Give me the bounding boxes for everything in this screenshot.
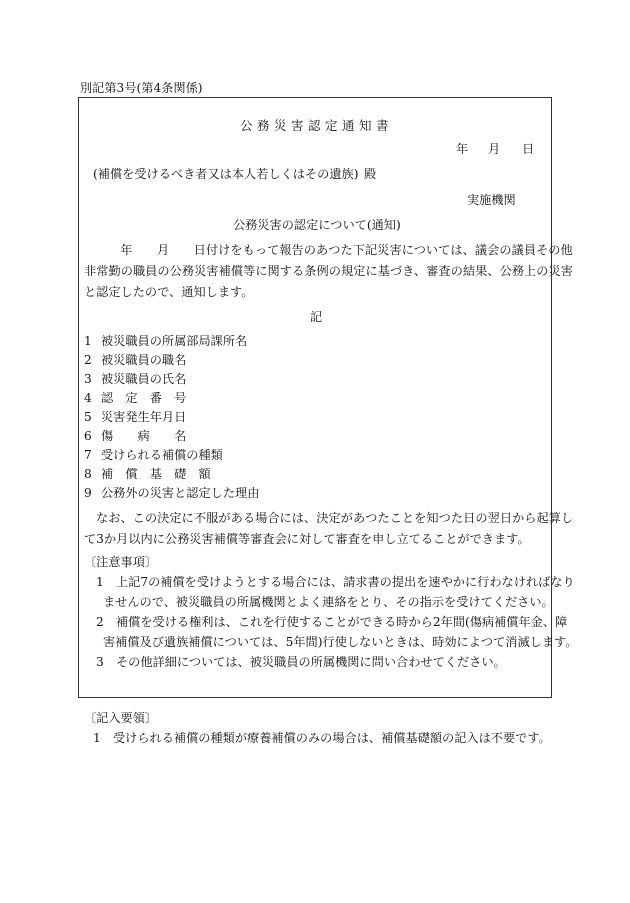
- item-number: 8: [84, 467, 92, 481]
- body-line: と認定したので、通知します。: [84, 285, 254, 299]
- item-label: 受けられる補償の種類: [101, 448, 223, 462]
- item-label: 補 償 基 礎 額: [101, 467, 211, 481]
- item-label: 被災職員の所属部局課所名: [101, 334, 248, 348]
- body-line: 年 月 日付けをもって報告のあつた下記災害については、議会の議員その他: [108, 243, 573, 257]
- item-label: 傷 病 名: [101, 429, 187, 443]
- date-month: 月: [488, 142, 501, 156]
- item-number: 1: [84, 334, 92, 348]
- document-title: 公務災害認定通知書: [240, 118, 394, 133]
- date-day: 日: [522, 142, 535, 156]
- issuer: 実施機関: [467, 193, 516, 207]
- item-label: 被災職員の職名: [101, 353, 187, 367]
- note-line: 害補償及び遺族補償については、5年間)行使しないときは、時効によつて消滅します。: [103, 635, 578, 649]
- instructions-heading: 〔記入要領〕: [84, 711, 158, 725]
- item-label: 公務外の災害と認定した理由: [101, 486, 260, 500]
- item-number: 7: [84, 448, 92, 462]
- form-reference: 別記第3号(第4条関係): [80, 81, 203, 95]
- ki-heading: 記: [310, 310, 323, 324]
- addressee-suffix: 殿: [364, 167, 377, 181]
- note-line: 2 補償を受ける権利は、これを行使することができる時から2年間(傷病補償年金、障: [96, 615, 568, 629]
- date-year: 年: [456, 142, 469, 156]
- item-label: 災害発生年月日: [101, 410, 187, 424]
- note-line: ませんので、被災職員の所属機関とよく連絡をとり、その指示を受けてください。: [103, 595, 554, 609]
- item-number: 6: [84, 429, 92, 443]
- item-number: 3: [84, 372, 92, 386]
- item-number: 2: [84, 353, 92, 367]
- item-number: 4: [84, 391, 92, 405]
- body-line: 非常勤の職員の公務災害補償等に関する条例の規定に基づき、審査の結果、公務上の災害: [84, 264, 574, 278]
- item-number: 9: [84, 486, 92, 500]
- item-label: 認 定 番 号: [101, 391, 187, 405]
- addressee: (補償を受けるべき者又は本人若しくはその遺族): [93, 167, 359, 181]
- instruction-line: 1 受けられる補償の種類が療養補償のみの場合は、補償基礎額の記入は不要です。: [93, 731, 551, 745]
- notes-heading: 〔注意事項〕: [84, 555, 158, 569]
- item-number: 5: [84, 410, 92, 424]
- item-label: 被災職員の氏名: [101, 372, 187, 386]
- appeal-line: なお、この決定に不服がある場合には、決定があつたことを知つた日の翌日から起算し: [96, 511, 574, 525]
- subject: 公務災害の認定について(通知): [233, 218, 401, 232]
- appeal-line: て3か月以内に公務災害補償等審査会に対して審査を申し立てることができます。: [84, 532, 530, 546]
- note-line: 3 その他詳細については、被災職員の所属機関に問い合わせてください。: [96, 655, 506, 669]
- note-line: 1 上記7の補償を受けようとする場合には、請求書の提出を速やかに行わなければなり: [96, 575, 575, 589]
